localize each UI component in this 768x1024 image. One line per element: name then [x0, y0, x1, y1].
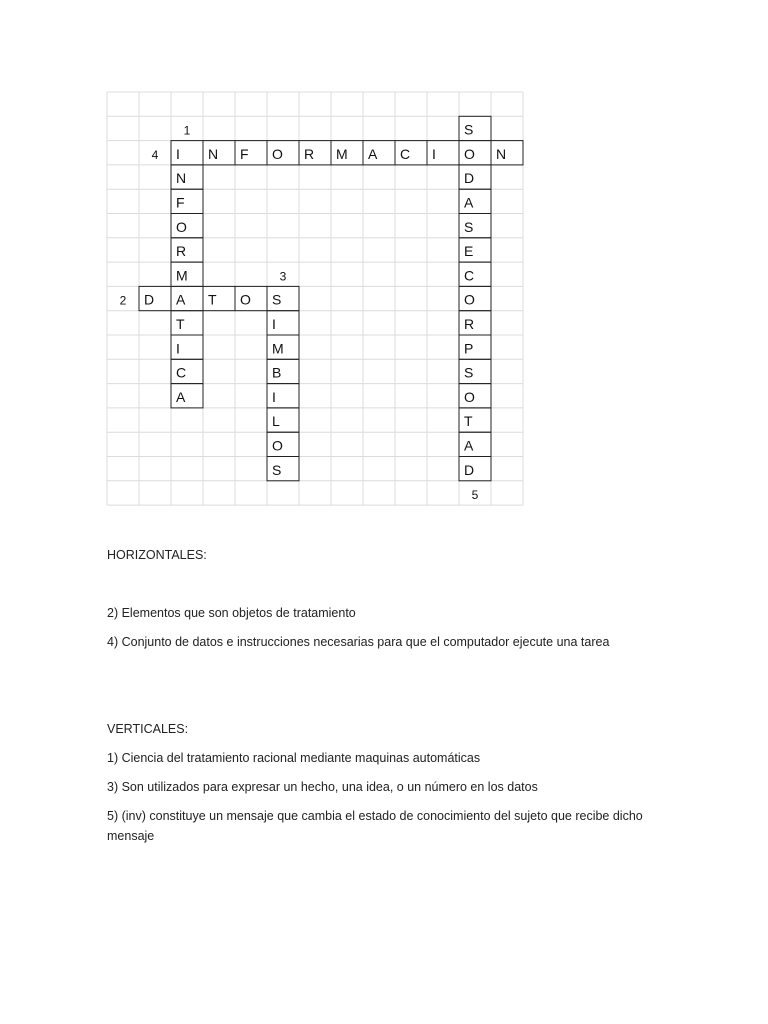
horizontal-heading: HORIZONTALES: — [107, 548, 207, 562]
crossword-letter: I — [432, 145, 436, 162]
crossword-letter: I — [176, 145, 180, 162]
crossword-letter: D — [464, 170, 475, 187]
crossword-letter: C — [464, 267, 475, 284]
crossword-letter: O — [272, 145, 283, 162]
crossword-letter: C — [400, 145, 411, 162]
crossword-letter: B — [272, 364, 282, 381]
crossword-letter: R — [464, 316, 475, 332]
crossword-letter: I — [272, 316, 276, 332]
clue-horizontal-4: 4) Conjunto de datos e instrucciones necesarias para que el computador ejecute una tarea — [107, 635, 610, 649]
crossword-letter: T — [464, 413, 473, 430]
crossword-letter: S — [272, 461, 282, 478]
crossword-letter: A — [176, 291, 186, 308]
crossword-letter: I — [176, 340, 180, 357]
crossword-letter: A — [464, 194, 474, 211]
crossword-letter: I — [272, 388, 276, 405]
crossword-letter: D — [144, 291, 155, 308]
crossword-letter: N — [208, 145, 219, 162]
crossword-letter: L — [272, 413, 280, 430]
crossword-letter: F — [240, 145, 249, 162]
crossword-letter: C — [176, 364, 187, 381]
vertical-heading: VERTICALES: — [107, 722, 189, 736]
clue-number: 2 — [119, 293, 127, 308]
crossword-letter: O — [464, 145, 475, 162]
crossword-letter: R — [176, 243, 187, 260]
crossword-letter: M — [336, 145, 348, 162]
crossword-letter: S — [464, 218, 474, 235]
crossword-letter: O — [272, 437, 283, 454]
crossword-letter: N — [176, 170, 187, 187]
clue-number: 4 — [151, 147, 159, 162]
crossword-letter: O — [464, 388, 475, 405]
clue-vertical-1: 1) Ciencia del tratamiento racional mediante maquinas automáticas — [107, 751, 481, 765]
crossword-letter: A — [368, 145, 378, 162]
crossword-letter: A — [464, 437, 474, 454]
clue-number: 1 — [183, 123, 191, 138]
crossword-letter: A — [176, 388, 186, 405]
clue-vertical-5: 5) (inv) constituye un mensaje que cambia el estado de conocimiento del sujeto que recibe dicho mensaje — [107, 809, 643, 843]
clue-horizontal-2: 2) Elementos que son objetos de tratamiento — [107, 606, 356, 620]
crossword-letter: D — [464, 461, 475, 478]
crossword-letter: T — [176, 316, 185, 332]
crossword-letter: F — [176, 194, 185, 211]
clue-vertical-3: 3) Son utilizados para expresar un hecho, una idea, o un número en los datos — [107, 780, 538, 794]
crossword-letter: S — [464, 121, 474, 138]
clue-number: 3 — [279, 269, 287, 284]
crossword-letter: S — [272, 291, 282, 308]
crossword-letter: O — [176, 218, 187, 235]
crossword-letter: E — [464, 243, 474, 260]
clue-number: 5 — [471, 488, 479, 503]
crossword-letter: N — [496, 145, 507, 162]
crossword-letter: O — [464, 291, 475, 308]
crossword-letter: S — [464, 364, 474, 381]
crossword-letter: P — [464, 340, 474, 357]
crossword-letter: T — [208, 291, 217, 308]
crossword-letter: O — [240, 291, 251, 308]
crossword-letter: M — [176, 267, 188, 284]
crossword-letter: R — [304, 145, 315, 162]
crossword-letter: M — [272, 340, 284, 357]
